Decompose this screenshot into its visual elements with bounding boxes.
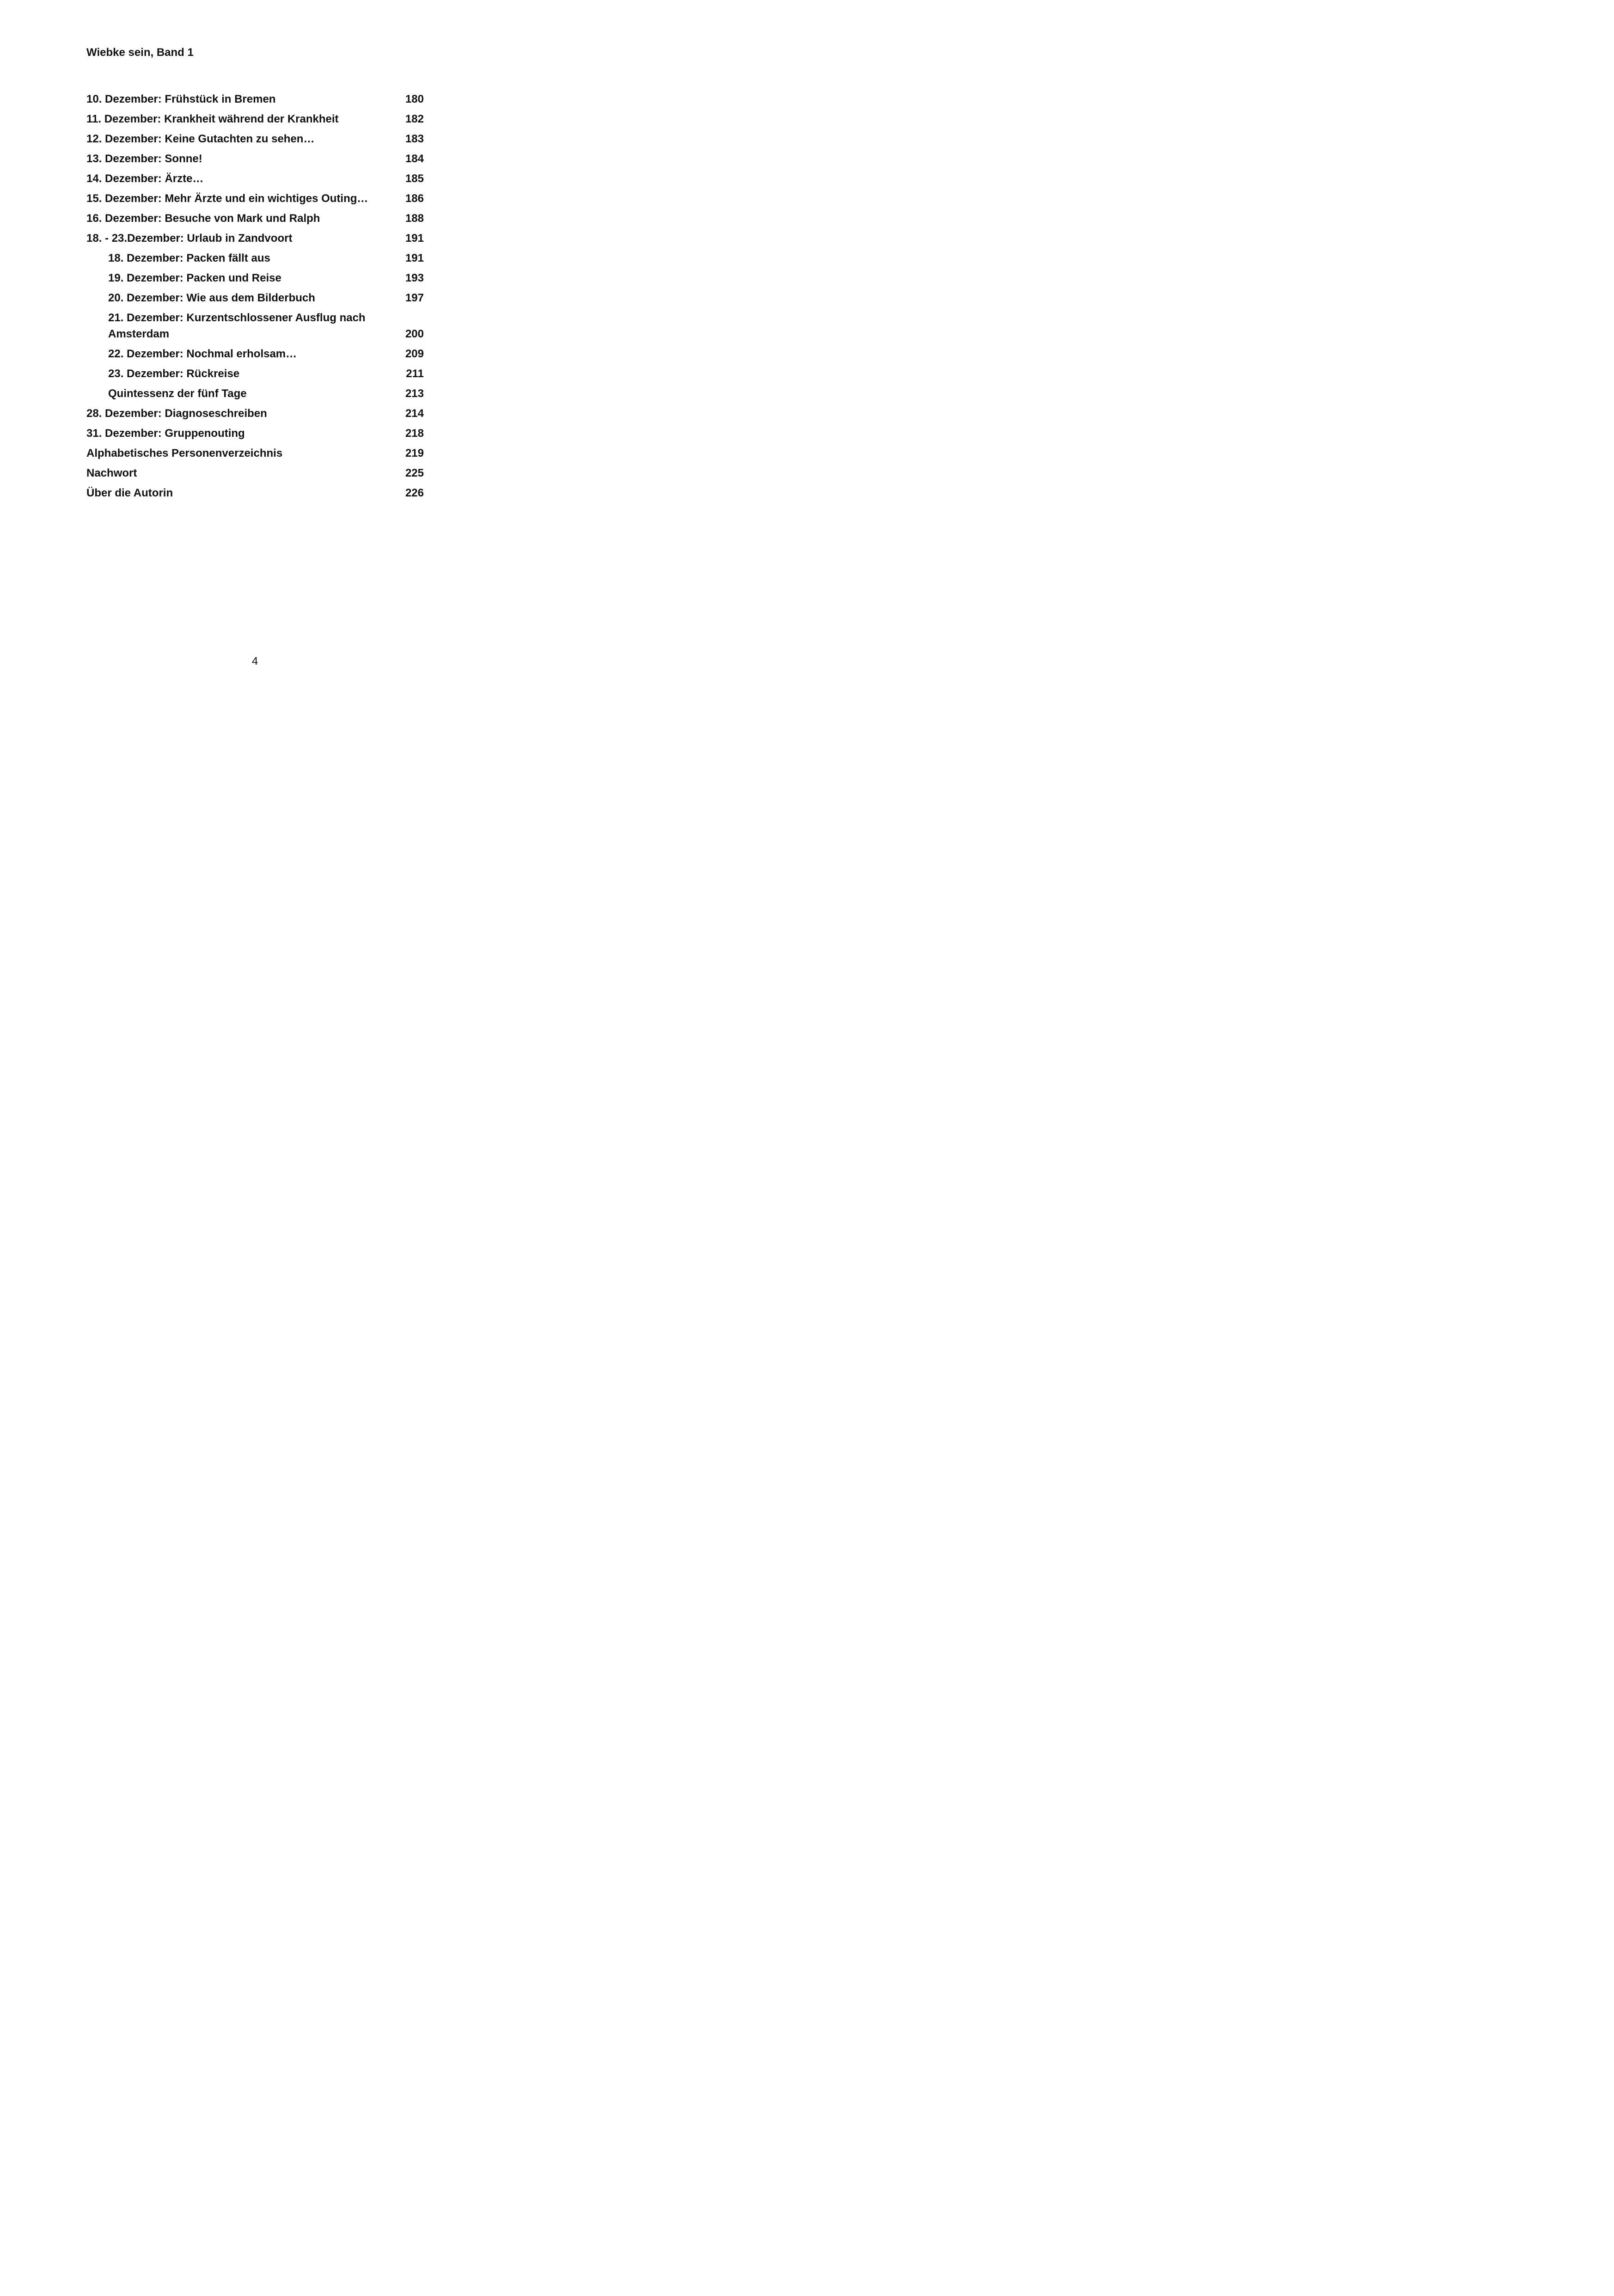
toc-entry-page: 183 (405, 133, 424, 145)
toc-entry-page: 188 (405, 212, 424, 225)
toc-entry-title: 28. Dezember: Diagnoseschreiben (86, 407, 267, 420)
toc-entry-title: Quintessenz der fünf Tage (108, 387, 247, 400)
toc-entry-title: 19. Dezember: Packen und Reise (108, 272, 281, 284)
toc-entry (86, 405, 424, 422)
toc-entry-title: 23. Dezember: Rückreise (108, 367, 240, 380)
toc-entry-title: 10. Dezember: Frühstück in Bremen (86, 93, 276, 105)
toc-entry-page: 185 (405, 172, 424, 185)
toc-entry-title: 20. Dezember: Wie aus dem Bilderbuch (108, 292, 315, 304)
toc-entry-page: 191 (405, 252, 424, 264)
toc-subentry (86, 270, 424, 286)
toc-entry-page: 184 (405, 153, 424, 165)
toc-entry (86, 151, 424, 167)
toc-entry (86, 465, 424, 481)
toc-entry-title: 15. Dezember: Mehr Ärzte und ein wichtiges Outing… (86, 192, 368, 205)
toc-entry-page: 209 (405, 348, 424, 360)
toc-entry-page: 211 (406, 367, 424, 380)
toc-entry-title: 16. Dezember: Besuche von Mark und Ralph (86, 212, 320, 225)
toc-entry-title: 12. Dezember: Keine Gutachten zu sehen… (86, 133, 315, 145)
toc-entry-title: 14. Dezember: Ärzte… (86, 172, 204, 185)
toc-entry-title: 31. Dezember: Gruppenouting (86, 427, 245, 440)
toc-entry-page: 226 (405, 487, 424, 499)
toc-entry (86, 425, 424, 441)
toc-entry-title: Über die Autorin (86, 487, 173, 499)
toc-entry-page: 225 (405, 467, 424, 479)
toc-subentry (86, 310, 424, 342)
toc-entry (86, 91, 424, 107)
toc-subentry (86, 290, 424, 306)
toc-entry (86, 131, 424, 147)
toc-entry-title: 11. Dezember: Krankheit während der Krankheit (86, 113, 339, 125)
toc-entry-title: 18. - 23.Dezember: Urlaub in Zandvoort (86, 232, 293, 245)
toc-entry (86, 190, 424, 207)
toc-entry-page: 186 (405, 192, 424, 205)
toc-entry-page: 197 (405, 292, 424, 304)
toc-subentry (86, 366, 424, 382)
page-number: 4 (251, 655, 258, 667)
toc-subentry (86, 386, 424, 402)
toc-entry (86, 111, 424, 127)
page-title: Wiebke sein, Band 1 (86, 46, 194, 59)
toc-entry (86, 230, 424, 246)
toc-entry (86, 445, 424, 461)
toc-entry-page: 200 (405, 328, 424, 340)
toc-entry-page: 218 (405, 427, 424, 440)
toc-entry (86, 485, 424, 501)
toc-entry-page: 191 (405, 232, 424, 245)
toc-entry (86, 210, 424, 227)
toc-entry-title: 18. Dezember: Packen fällt aus (108, 252, 270, 264)
toc-entry-title: 13. Dezember: Sonne! (86, 153, 202, 165)
toc-entry-page: 180 (405, 93, 424, 105)
toc-entry-page: 214 (405, 407, 424, 420)
toc-entry-title: Nachwort (86, 467, 137, 479)
toc-entry-title: Alphabetisches Personenverzeichnis (86, 447, 283, 459)
toc-entry-page: 182 (405, 113, 424, 125)
toc-entry-title: 22. Dezember: Nochmal erholsam… (108, 348, 297, 360)
toc-entry (86, 171, 424, 187)
toc-entry-page: 213 (405, 387, 424, 400)
table-of-contents (86, 91, 424, 505)
toc-subentry (86, 346, 424, 362)
toc-entry-page: 219 (405, 447, 424, 459)
toc-entry-page: 193 (405, 272, 424, 284)
toc-subentry (86, 250, 424, 266)
toc-entry-title: 21. Dezember: Kurzentschlossener Ausflug nach Amsterdam (108, 312, 366, 340)
